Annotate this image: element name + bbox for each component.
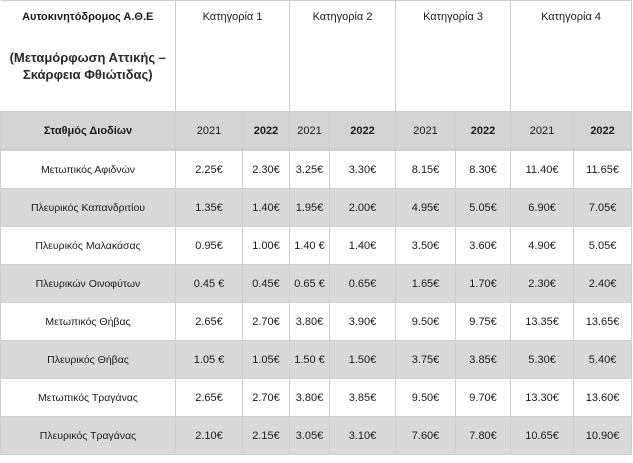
toll-value-cell: 1.35€ xyxy=(176,189,243,227)
toll-value-cell: 3.50€ xyxy=(396,227,456,265)
toll-value-cell: 5.05€ xyxy=(456,189,511,227)
toll-value-cell: 3.75€ xyxy=(396,341,456,379)
station-name-cell: Μετωπικός Τραγάνας xyxy=(1,379,176,417)
toll-value-cell: 0.65€ xyxy=(330,265,396,303)
toll-value-cell: 11.40€ xyxy=(511,151,574,189)
station-name-cell: Πλευρικός Μαλακάσας xyxy=(1,227,176,265)
toll-value-cell: 3.85€ xyxy=(456,341,511,379)
toll-value-cell: 9.50€ xyxy=(396,379,456,417)
toll-value-cell: 7.60€ xyxy=(396,417,456,455)
category-2-header: Κατηγορία 2 xyxy=(290,1,396,112)
toll-value-cell: 1.50 € xyxy=(290,341,330,379)
toll-value-cell: 0.45€ xyxy=(243,265,290,303)
toll-value-cell: 4.90€ xyxy=(511,227,574,265)
category-1-header: Κατηγορία 1 xyxy=(176,1,290,112)
toll-value-cell: 13.35€ xyxy=(511,303,574,341)
station-name-cell: Πλευρικός Καπανδριτίου xyxy=(1,189,176,227)
toll-value-cell: 0.45 € xyxy=(176,265,243,303)
table-row xyxy=(1,303,632,341)
toll-value-cell: 1.40 € xyxy=(290,227,330,265)
toll-value-cell: 9.75€ xyxy=(456,303,511,341)
table-row xyxy=(1,341,632,379)
toll-value-cell: 5.30€ xyxy=(511,341,574,379)
toll-value-cell: 3.80€ xyxy=(290,379,330,417)
toll-value-cell: 2.10€ xyxy=(176,417,243,455)
station-name-cell: Μετωπικός Θήβας xyxy=(1,303,176,341)
toll-value-cell: 2.25€ xyxy=(176,151,243,189)
year-header: 2021 xyxy=(176,112,243,151)
toll-value-cell: 10.90€ xyxy=(574,417,632,455)
toll-value-cell: 7.80€ xyxy=(456,417,511,455)
table-row xyxy=(1,227,632,265)
year-header: 2022 xyxy=(330,112,396,151)
table-row xyxy=(1,417,632,455)
category-4-header: Κατηγορία 4 xyxy=(511,1,632,112)
station-name-cell: Πλευρικός Θήβας xyxy=(1,341,176,379)
toll-value-cell: 9.50€ xyxy=(396,303,456,341)
toll-value-cell: 13.30€ xyxy=(511,379,574,417)
category-3-header: Κατηγορία 3 xyxy=(396,1,511,112)
toll-value-cell: 9.70€ xyxy=(456,379,511,417)
toll-value-cell: 1.05 € xyxy=(176,341,243,379)
toll-value-cell: 1.70€ xyxy=(456,265,511,303)
toll-value-cell: 4.95€ xyxy=(396,189,456,227)
toll-value-cell: 8.15€ xyxy=(396,151,456,189)
toll-value-cell: 2.65€ xyxy=(176,303,243,341)
toll-value-cell: 11.65€ xyxy=(574,151,632,189)
toll-value-cell: 2.15€ xyxy=(243,417,290,455)
toll-value-cell: 13.60€ xyxy=(574,379,632,417)
toll-value-cell: 1.65€ xyxy=(396,265,456,303)
toll-value-cell: 3.10€ xyxy=(330,417,396,455)
road-name: Αυτοκινητόδρομος Α.Θ.Ε xyxy=(22,11,154,23)
year-header: 2021 xyxy=(511,112,574,151)
station-name-cell: Πλευρικών Οινοφύτων xyxy=(1,265,176,303)
table-row xyxy=(1,265,632,303)
toll-value-cell: 1.40€ xyxy=(243,189,290,227)
toll-value-cell: 2.00€ xyxy=(330,189,396,227)
road-section: (Μεταμόρφωση Αττικής – Σκάρφεια Φθιώτιδας) xyxy=(9,50,166,82)
toll-value-cell: 0.65 € xyxy=(290,265,330,303)
toll-value-cell: 1.00€ xyxy=(243,227,290,265)
toll-value-cell: 3.30€ xyxy=(330,151,396,189)
category-header-row xyxy=(1,1,632,112)
toll-value-cell: 3.60€ xyxy=(456,227,511,265)
table-row xyxy=(1,189,632,227)
toll-value-cell: 5.05€ xyxy=(574,227,632,265)
toll-value-cell: 1.05€ xyxy=(243,341,290,379)
toll-value-cell: 3.05€ xyxy=(290,417,330,455)
toll-value-cell: 1.95€ xyxy=(290,189,330,227)
table-row xyxy=(1,151,632,189)
toll-value-cell: 2.30€ xyxy=(511,265,574,303)
year-header: 2022 xyxy=(574,112,632,151)
station-column-header: Σταθμός Διοδίων xyxy=(1,112,176,151)
toll-value-cell: 3.85€ xyxy=(330,379,396,417)
toll-value-cell: 3.90€ xyxy=(330,303,396,341)
toll-value-cell: 2.30€ xyxy=(243,151,290,189)
toll-value-cell: 3.80€ xyxy=(290,303,330,341)
road-title-cell xyxy=(1,1,176,112)
toll-value-cell: 0.95€ xyxy=(176,227,243,265)
toll-value-cell: 2.70€ xyxy=(243,303,290,341)
year-header: 2021 xyxy=(290,112,330,151)
toll-value-cell: 2.40€ xyxy=(574,265,632,303)
station-name-cell: Πλευρικός Τραγάνας xyxy=(1,417,176,455)
toll-value-cell: 8.30€ xyxy=(456,151,511,189)
toll-value-cell: 7.05€ xyxy=(574,189,632,227)
year-header: 2022 xyxy=(243,112,290,151)
year-header: 2021 xyxy=(396,112,456,151)
toll-value-cell: 6.90€ xyxy=(511,189,574,227)
toll-value-cell: 13.65€ xyxy=(574,303,632,341)
toll-value-cell: 5.40€ xyxy=(574,341,632,379)
station-name-cell: Μετωπικός Αφιδνών xyxy=(1,151,176,189)
toll-value-cell: 10.65€ xyxy=(511,417,574,455)
toll-value-cell: 1.50€ xyxy=(330,341,396,379)
year-header: 2022 xyxy=(456,112,511,151)
table-row xyxy=(1,379,632,417)
year-header-row xyxy=(1,112,632,151)
toll-value-cell: 2.65€ xyxy=(176,379,243,417)
toll-value-cell: 3.25€ xyxy=(290,151,330,189)
toll-value-cell: 1.40€ xyxy=(330,227,396,265)
toll-value-cell: 2.70€ xyxy=(243,379,290,417)
